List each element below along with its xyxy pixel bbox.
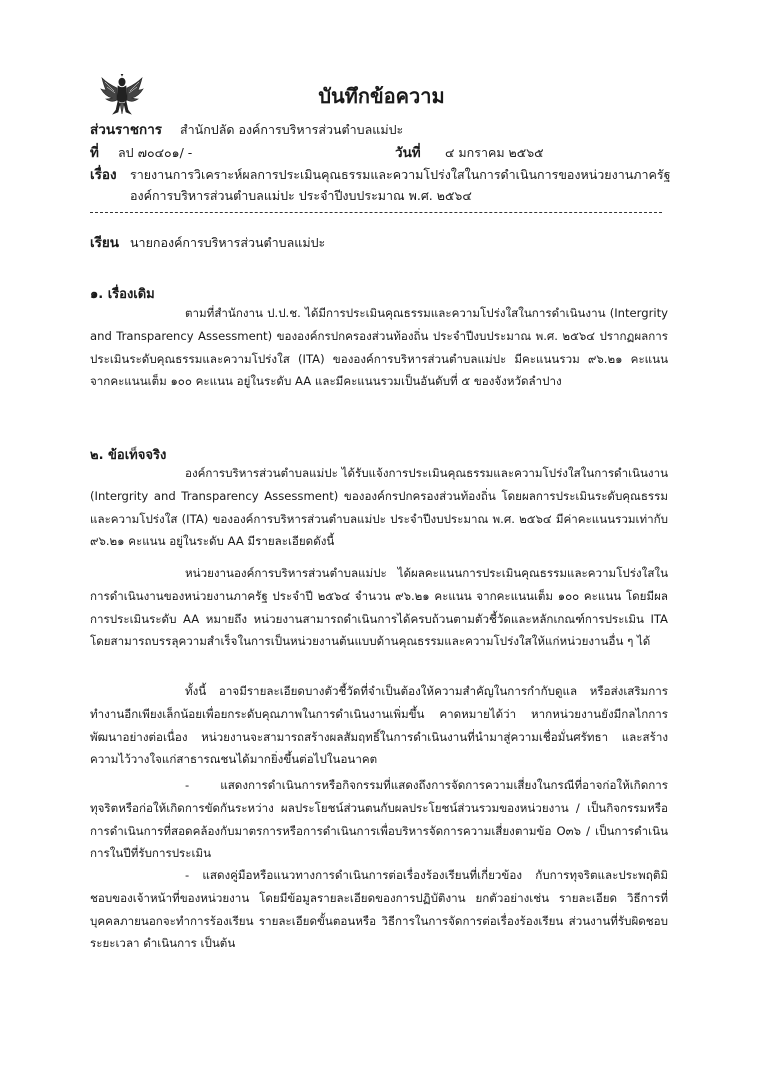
subject-row (90, 166, 671, 184)
reference-label: ที่ (90, 145, 99, 161)
subject-line-1: รายงานการวิเคราะห์ผลการประเมินคุณธรรมและความโปร่งใสในการดำเนินการของหน่วยงานภาครัฐ (130, 167, 671, 182)
header-divider (90, 212, 662, 213)
agency-row (90, 121, 403, 139)
section-2-text-4: - แสดงการดำเนินการหรือกิจกรรมที่แสดงถึงการจัดการความเสี่ยงในกรณีที่อาจก่อให้เกิดการทุจริตหรือก่อให้เกิดการขัดกันระหว่าง ผลประโยชน์ส่วนตนกับผลประโยชน์ส่วนรวมของหน่วยงาน / เป็นกิจกรรมหรือการดำเนินการที่สอดคล้องกับมาตรการหรือการดำเนินการเพื่อบริหารจัดการความเสี่ยงตามข้อ O๓๖ / เป็นการดำเนินการในปีที่รับการประเมิน (90, 778, 668, 861)
section-2-paragraph-5 (90, 864, 668, 955)
recipient-value: นายกองค์การบริหารส่วนตำบลแม่ปะ (130, 235, 326, 250)
date-label: วันที่ (395, 145, 421, 161)
document-title: บันทึกข้อความ (318, 84, 445, 108)
section-2-text-3: ทั้งนี้ อาจมีรายละเอียดบางตัวชี้วัดที่จำเป็นต้องให้ความสำคัญในการกำกับดูแล หรือส่งเสริมการทำงานอีกเพียงเล็กน้อยเพื่อยกระดับคุณภาพในการดำเนินงานเพิ่มขึ้น คาดหมายได้ว่า หากหน่วยงานยังมีกลไกการพัฒนาอย่างต่อเนื่อง หน่วยงานจะสามารถสร้างผลสัมฤทธิ์ในการดำเนินงานที่นำมาสู่ความเชื่อมั่นศรัทธา และสร้างความไว้วางใจแก่สาธารณชนได้มากยิ่งขึ้นต่อไปในอนาคต (90, 684, 668, 767)
reference-row (90, 144, 192, 162)
section-1-text: ตามที่สำนักงาน ป.ป.ช. ได้มีการประเมินคุณธรรมและความโปร่งใสในการดำเนินงาน (Intergrity and Transparency Assessment) ขององค์กรปกครองส่วนท้องถิ่น ประจำปีงบประมาณ พ.ศ. ๒๕๖๔ ปรากฏผลการประเมินระดับคุณธรรมและความโปร่งใส (ITA) ขององค์การบริหารส่วนตำบลแม่ปะ มีคะแนนรวม ๙๖.๒๑ คะแนน จากคะแนนเต็ม ๑๐๐ คะแนน อยู่ในระดับ AA และมีคะแนนรวมเป็นอันดับที่ ๕ ของจังหวัดลำปาง (90, 306, 668, 389)
reference-value: ลป ๗๐๔๐๑/ - (118, 145, 193, 160)
section-2-text-5: - แสดงคู่มือหรือแนวทางการดำเนินการต่อเรื่องร้องเรียนที่เกี่ยวข้อง กับการทุจริตและประพฤติมิชอบของเจ้าหน้าที่ของหน่วยงาน โดยมีข้อมูลรายละเอียดของการปฏิบัติงาน ยกตัวอย่างเช่น รายละเอียด วิธีการที่บุคคลภายนอกจะทำการร้องเรียน รายละเอียดขั้นตอนหรือ วิธีการในการจัดการต่อเรื่องร้องเรียน ส่วนงานที่รับผิดชอบ ระยะเวลา ดำเนินการ เป็นต้น (90, 868, 668, 951)
section-2-paragraph-1 (90, 462, 668, 553)
date-value: ๔ มกราคม ๒๕๖๕ (445, 145, 544, 160)
section-1-heading: ๑. เรื่องเดิม (90, 287, 155, 302)
subject-label: เรื่อง (90, 167, 117, 183)
agency-label: ส่วนราชการ (90, 122, 163, 138)
recipient-label: เรียน (90, 235, 120, 251)
section-2-text-1: องค์การบริหารส่วนตำบลแม่ปะ ได้รับแจ้งการประเมินคุณธรรมและความโปร่งใสในการดำเนินงาน (Intergrity and Transparency Assessment) ขององค์กรปกครองส่วนท้องถิ่น โดยผลการประเมินระดับคุณธรรมและความโปร่งใส (ITA) ขององค์การบริหารส่วนตำบลแม่ปะ ประจำปีงบประมาณ พ.ศ. ๒๕๖๔ มีค่าคะแนนรวมเท่ากับ ๙๖.๒๑ คะแนน อยู่ในระดับ AA มีรายละเอียดดังนี้ (90, 466, 668, 549)
agency-value: สำนักปลัด องค์การบริหารส่วนตำบลแม่ปะ (180, 122, 404, 137)
recipient-row (90, 234, 325, 252)
date-row (395, 144, 544, 162)
section-1-paragraph (90, 302, 668, 393)
section-2-heading: ๒. ข้อเท็จจริง (90, 448, 167, 463)
subject-line-2: องค์การบริหารส่วนตำบลแม่ปะ ประจำปีงบประมาณ พ.ศ. ๒๕๖๔ (130, 188, 472, 203)
section-2-paragraph-2 (90, 562, 668, 653)
section-2-text-2: หน่วยงานองค์การบริหารส่วนตำบลแม่ปะ ได้ผลคะแนนการประเมินคุณธรรมและความโปร่งใสในการดำเนินงานของหน่วยงานภาครัฐ ประจำปี ๒๕๖๔ จำนวน ๙๖.๒๑ คะแนน จากคะแนนเต็ม ๑๐๐ คะแนน โดยมีผลการประเมินระดับ AA หมายถึง หน่วยงานสามารถดำเนินการได้ครบถ้วนตามตัวชี้วัดและหลักเกณฑ์การประเมิน ITA โดยสามารถบรรลุความสำเร็จในการเป็นหน่วยงานต้นแบบด้านคุณธรรมและความโปร่งใสให้แก่หน่วยงานอื่น ๆ ได้ (90, 566, 668, 649)
section-2-paragraph-4 (90, 774, 668, 865)
section-2-paragraph-3 (90, 680, 668, 771)
